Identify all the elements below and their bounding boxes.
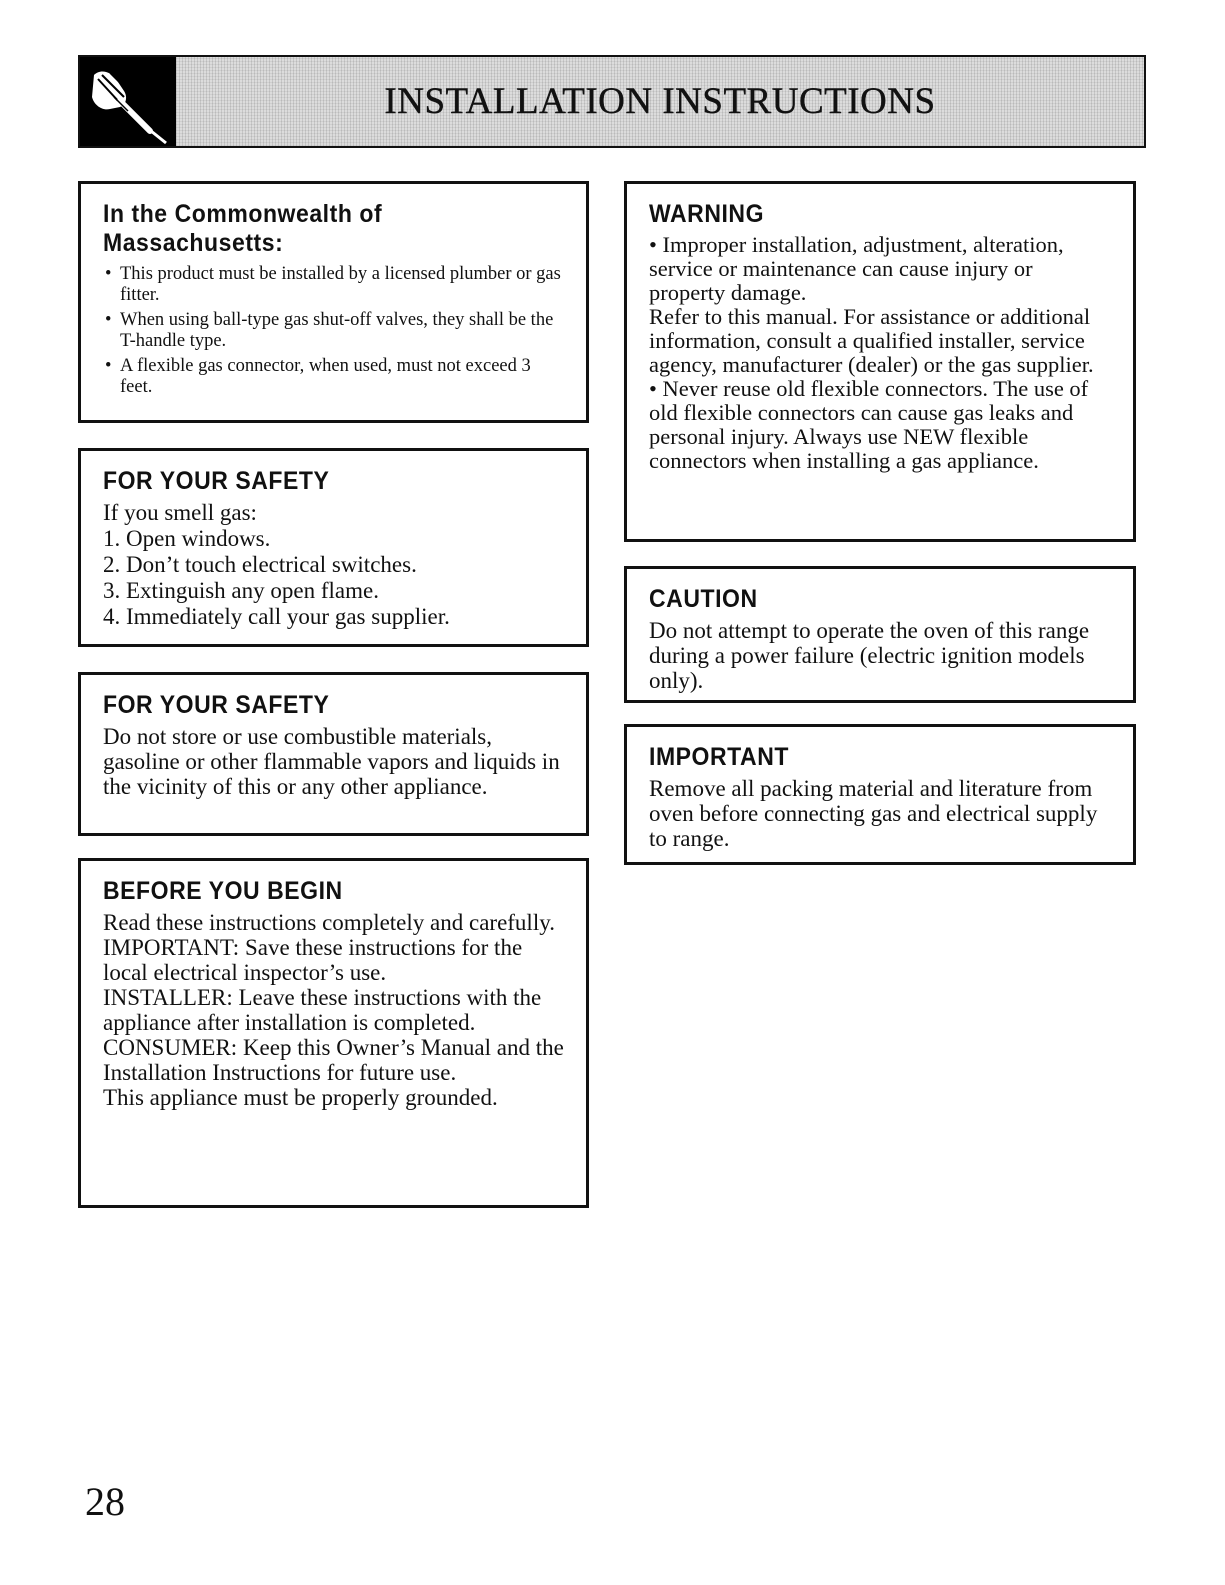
warning-box [624,181,1136,542]
caution-heading: CAUTION [649,585,758,613]
paragraph: Read these instructions completely and carefully. [103,910,555,935]
paragraph: INSTALLER: Leave these instructions with the appliance after installation is completed. [103,985,542,1035]
massachusetts-list [103,264,564,398]
step-item: 1. Open windows. [103,526,271,551]
important-box [624,724,1136,865]
safety-heading: FOR YOUR SAFETY [103,691,330,719]
massachusetts-heading [103,200,527,258]
paragraph: This appliance must be properly grounded. [103,1085,498,1110]
paragraph: CONSUMER: Keep this Owner’s Manual and the Installation Instructions for future use. [103,1035,564,1085]
paragraph: Refer to this manual. For assistance or additional information, consult a qualified installer, service agency, manufacturer (dealer) or the gas supplier. [649,304,1094,377]
heading-line-1: In the Commonwealth of [103,200,383,228]
before-you-begin-box [78,858,589,1208]
list-item: • This product must be installed by a licensed plumber or gas fitter. [103,264,564,306]
paragraph: • Never reuse old flexible connectors. The use of old flexible connectors can cause gas leaks and personal injury. Always use NEW flexible connectors when installing a gas appliance. [649,376,1089,473]
caution-text: Do not attempt to operate the oven of this range during a power failure (electric ignition models only). [649,618,1090,693]
caution-box [624,566,1136,703]
important-heading: IMPORTANT [649,743,789,771]
list-item: • When using ball-type gas shut-off valves, they shall be the T-handle type. [103,310,564,352]
safety-heading: FOR YOUR SAFETY [103,467,330,495]
hand-screwdriver-icon [80,57,176,146]
combustibles-text: Do not store or use combustible materials, gasoline or other flammable vapors and liquids in the vicinity of this or any other appliance. [103,724,560,799]
header-banner [78,55,1146,148]
warning-heading: WARNING [649,200,765,228]
combustibles-safety-box [78,672,589,836]
before-text [103,910,564,1110]
important-text: Remove all packing material and literature from oven before connecting gas and electrical supply to range. [649,776,1098,851]
page-number: 28 [85,1479,125,1524]
gas-smell-safety-box [78,448,589,647]
heading-line-2: Massachusetts: [103,229,284,257]
massachusetts-box [78,181,589,423]
page-title: INSTALLATION INSTRUCTIONS [384,81,936,122]
list-item: • A flexible gas connector, when used, must not exceed 3 feet. [103,356,564,398]
warning-text [649,233,1111,473]
paragraph: IMPORTANT: Save these instructions for the local electrical inspector’s use. [103,935,523,985]
before-heading: BEFORE YOU BEGIN [103,877,343,905]
step-item: 4. Immediately call your gas supplier. [103,604,450,629]
step-item: 2. Don’t touch electrical switches. [103,552,417,577]
step-item: 3. Extinguish any open flame. [103,578,379,603]
paragraph: • Improper installation, adjustment, alteration, service or maintenance can cause injury or property damage. [649,232,1064,305]
safety-intro: If you smell gas: [103,500,257,525]
gas-smell-steps [103,526,564,630]
